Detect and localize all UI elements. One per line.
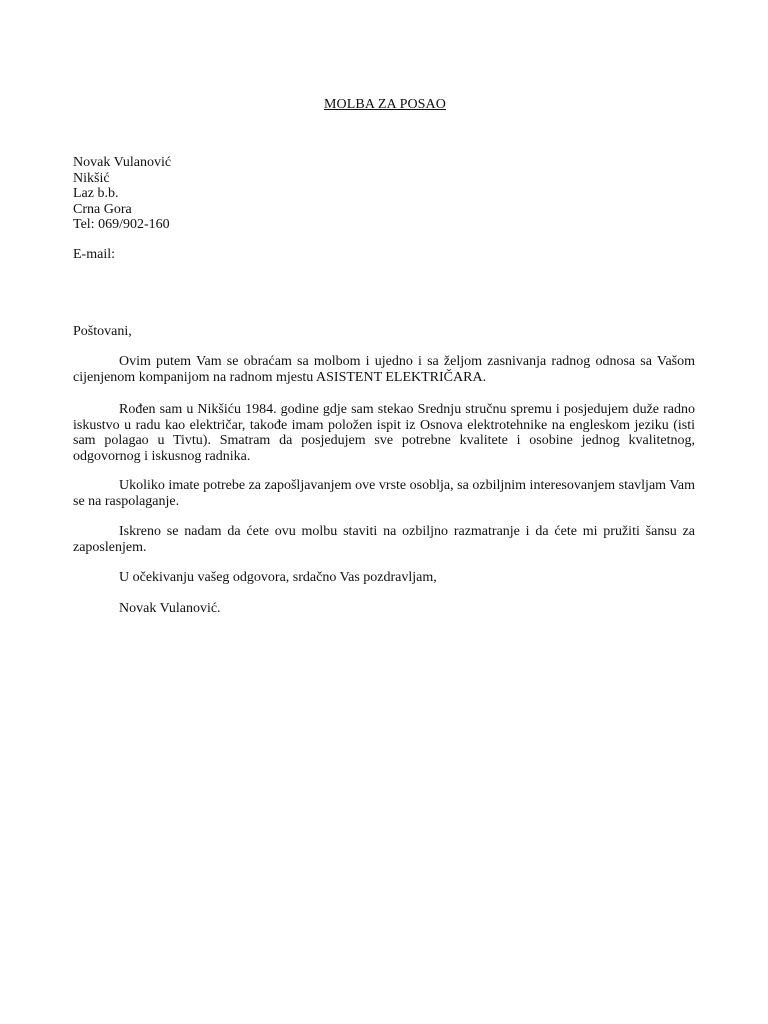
document-title: MOLBA ZA POSAO (324, 97, 446, 112)
paragraph-closing: U očekivanju vašeg odgovora, srdačno Vas pozdravljam, (119, 570, 437, 585)
paragraph-intro: Ovim putem Vam se obraćam sa molbom i ujedno i sa željom zasnivanja radnog odnosa sa Vašom cijenjenom kompanijom na radnom mjestu ASISTENT ELEKTRIČARA. (73, 354, 695, 385)
sender-name: Novak Vulanović (73, 155, 172, 170)
paragraph-availability: Ukoliko imate potrebe za zapošljavanjem ove vrste osoblja, sa ozbiljnim interesovanjem stavljam Vam se na raspolaganje. (73, 478, 695, 509)
signature: Novak Vulanović. (119, 601, 221, 616)
sender-block (73, 155, 171, 233)
sender-email: E-mail: (73, 247, 115, 262)
paragraph-experience: Rođen sam u Nikšiću 1984. godine gdje sam stekao Srednju stručnu spremu i posjedujem duže radno iskustvo u radu kao električar, takođe imam položen ispit iz Osnova elektrotehnike na engleskom jeziku (isti sam polagao u Tivtu). Smatram da posjedujem sve potrebne kvalitete i osobine jednog kvalitetnog, odgovornog i iskusnog radnika. (73, 402, 695, 464)
paragraph-hope: Iskreno se nadam da ćete ovu molbu staviti na ozbiljno razmatranje i da ćete mi pružiti šansu za zaposlenjem. (73, 524, 695, 555)
sender-street: Laz b.b. (73, 186, 119, 201)
greeting: Poštovani, (73, 324, 132, 339)
sender-city: Nikšić (73, 170, 110, 186)
sender-phone: Tel: 069/902-160 (73, 217, 170, 232)
sender-country: Crna Gora (73, 201, 132, 217)
